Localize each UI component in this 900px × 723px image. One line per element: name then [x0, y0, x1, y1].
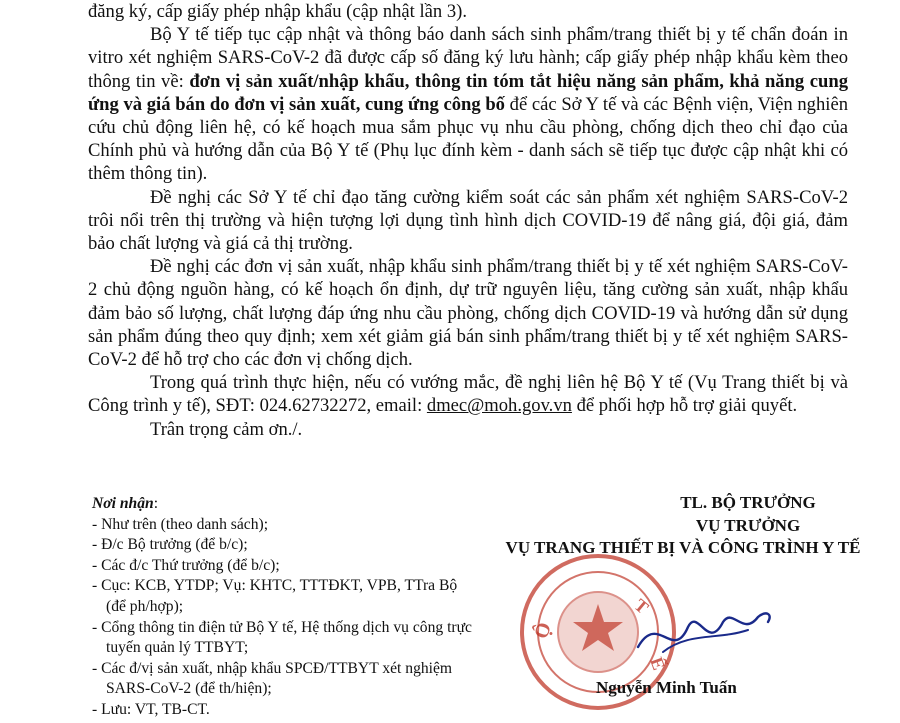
paragraph-contact	[88, 371, 848, 417]
handwritten-signature-icon	[628, 592, 778, 672]
svg-text:T: T	[630, 594, 653, 618]
list-item: - Đ/c Bộ trưởng (để b/c);	[92, 536, 248, 554]
recipients-block	[92, 494, 472, 721]
recipients-heading-label: Nơi nhận	[92, 495, 154, 512]
list-item: - Các đ/c Thứ trưởng (để b/c);	[92, 556, 280, 574]
list-item: - Như trên (theo danh sách);	[92, 515, 269, 533]
bold-segment: đơn vị sản xuất/nhập khẩu, thông tin tóm tắt hiệu năng sản phẩm, khả năng cung ứng và giá bán do đơn vị sản xuất, cung ứng công bố	[88, 70, 848, 115]
text-segment: Bộ Y tế tiếp tục cập nhật và thông báo danh sách sinh phẩm/trang thiết bị y tế chẩn đoán in vitro xét nghiệm SARS-CoV-2 đã được cấp số đăng ký lưu hành; cấp giấy phép nhập khẩu kèm theo thông tin về:	[88, 24, 848, 92]
list-item: - Cổng thông tin điện tử Bộ Y tế, Hệ thống dịch vụ công trực tuyến quản lý TTBYT;	[92, 618, 472, 657]
text-segment: để phối hợp hỗ trợ giải quyết.	[571, 395, 798, 417]
svg-text:Ế: Ế	[646, 654, 670, 673]
recipients-heading	[92, 494, 472, 515]
paragraph-thanks: Trân trọng cảm ơn./.	[150, 418, 303, 440]
list-item: - Cục: KCB, YTDP; Vụ: KHTC, TTTĐKT, VPB, TTra Bộ (để ph/hợp);	[92, 577, 458, 615]
paragraph-update-notice	[88, 23, 848, 185]
paragraph-health-departments: Đề nghị các Sở Y tế chỉ đạo tăng cường kiểm soát các sản phẩm xét nghiệm SARS-CoV-2 trôi nổi trên thị trường và hiện tượng lợi dụng tình hình dịch COVID-19 để nâng giá, đội giá, đảm bảo chất lượng và giá cả thị trường.	[88, 186, 848, 255]
list-item: - Các đ/vị sản xuất, nhập khẩu SPCĐ/TTBYT xét nghiệm SARS-CoV-2 (để th/hiện);	[92, 659, 453, 698]
recipients-list	[92, 515, 472, 721]
text-segment: Trong quá trình thực hiện, nếu có vướng mắc, đề nghị liên hệ Bộ Y tế (Vụ Trang thiết bị và Công trình y tế), SĐT: 024.62732272, email:	[88, 372, 848, 417]
list-item: - Lưu: VT, TB-CT.	[92, 700, 210, 718]
svg-text:Ộ: Ộ	[530, 619, 557, 642]
recipients-heading-colon: :	[153, 495, 159, 512]
paragraph-manufacturers: Đề nghị các đơn vị sản xuất, nhập khẩu sinh phẩm/trang thiết bị y tế xét nghiệm SARS-CoV-2 chủ động nguồn hàng, có kế hoạch ổn định, dự trữ nguyên liệu, tăng cường sản xuất, nhập khẩu đảm bảo số lượng, chất lượng đáp ứng nhu cầu phòng, chống dịch COVID-19 và hướng dẫn sử dụng sản phẩm đúng theo quy định; xem xét giảm giá bán sinh phẩm/trang thiết bị y tế xét nghiệm SARS-CoV-2 để hỗ trợ cho các đơn vị chống dịch.	[88, 256, 848, 371]
letter-body	[88, 0, 848, 441]
text-segment: để các Sở Y tế và các Bệnh viện, Viện nghiên cứu chủ động liên hệ, có kế hoạch mua sắm phục vụ nhu cầu phòng, chống dịch theo chỉ đạo của Chính phủ và hướng dẫn của Bộ Y tế (Phụ lục đính kèm - danh sách sẽ tiếp tục được cập nhật khi có thêm thông tin).	[88, 93, 848, 185]
signature-title-line1: TL. BỘ TRƯỞNG	[680, 493, 816, 512]
signature-title-line2: VỤ TRƯỞNG	[695, 515, 801, 535]
signature-block	[478, 492, 888, 723]
signature-title-line3: VỤ TRANG THIẾT BỊ VÀ CÔNG TRÌNH Y TẾ	[505, 538, 861, 557]
paragraph-continuation: đăng ký, cấp giấy phép nhập khẩu (cập nhật lần 3).	[88, 1, 467, 22]
email-link[interactable]: dmec@moh.gov.vn	[426, 395, 572, 417]
signer-name: Nguyễn Minh Tuấn	[596, 678, 737, 697]
